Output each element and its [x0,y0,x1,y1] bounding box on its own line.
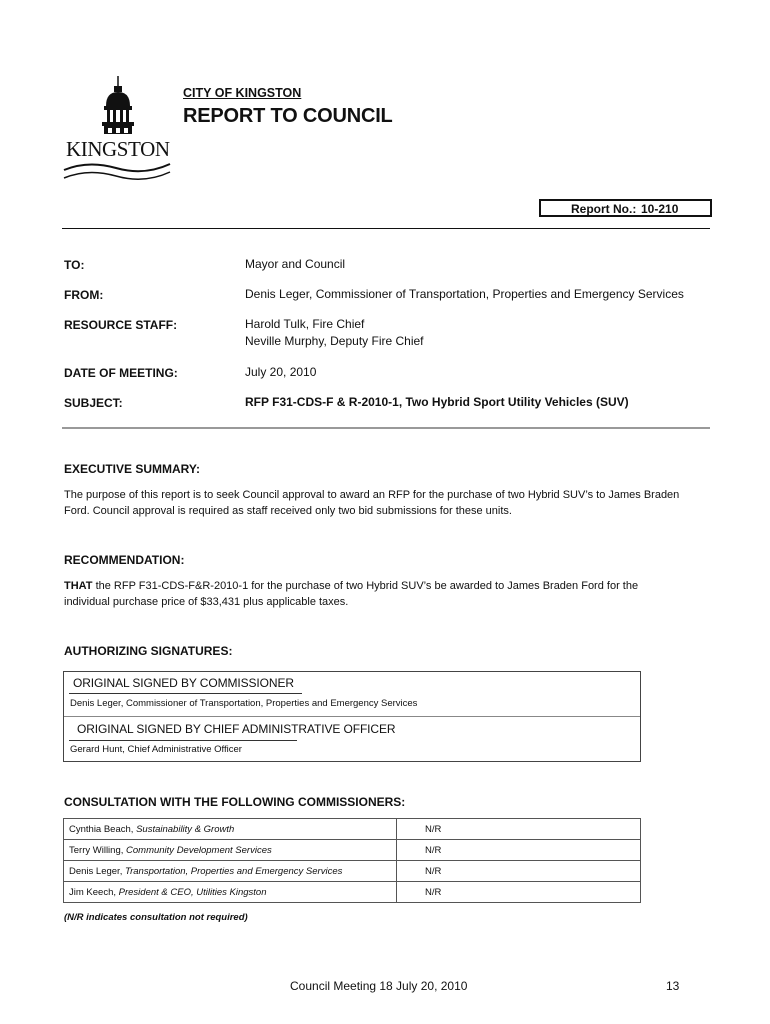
to-value: Mayor and Council [245,257,346,271]
kingston-logo [58,72,176,188]
table-row [64,861,641,882]
commissioner-role: Transportation, Properties and Emergency Services [124,865,343,877]
report-number-value: 10-210 [641,202,679,216]
commissioner-signed: ORIGINAL SIGNED BY COMMISSIONER [73,676,294,690]
executive-summary-line-1: The purpose of this report is to seek Council approval to award an RFP for the purchase of two Hybrid SUV’s to James Braden [64,489,680,501]
cao-name: Gerard Hunt, Chief Administrative Officer [70,744,242,755]
commissioner-cell [64,840,397,861]
from-label: FROM: [64,288,104,302]
from-value: Denis Leger, Commissioner of Transportation, Properties and Emergency Services [245,287,684,301]
date-label: DATE OF MEETING: [64,366,178,380]
commissioner-cell [64,861,397,882]
commissioner-cell [64,882,397,903]
table-row [64,840,641,861]
to-label: TO: [64,258,85,272]
resource-staff-label: RESOURCE STAFF: [64,318,178,332]
header-divider [62,228,710,229]
resource-staff-value-2: Neville Murphy, Deputy Fire Chief [245,334,424,348]
recommendation-line-1 [64,578,708,594]
recommendation-title: RECOMMENDATION: [64,553,185,567]
commissioner-name: Denis Leger, Commissioner of Transportation, Properties and Emergency Services [70,698,418,709]
commissioner-role: Community Development Services [126,844,272,856]
executive-summary-title: EXECUTIVE SUMMARY: [64,462,201,476]
page-number: 13 [666,979,680,993]
commissioner-signature-line [69,693,302,694]
consultation-status: N/R [397,840,641,861]
cao-signature-line [69,740,297,741]
commissioner-name: Denis Leger, [69,865,125,877]
consultation-title: CONSULTATION WITH THE FOLLOWING COMMISSIONERS: [64,795,406,809]
commissioner-name: Terry Willing, [69,844,127,856]
table-row [64,819,641,840]
consultation-status: N/R [397,819,641,840]
commissioner-name: Cynthia Beach, [69,823,137,835]
logo-wordmark: KINGSTON [66,137,170,161]
date-value: July 20, 2010 [245,365,317,379]
consultation-note: (N/R indicates consultation not required) [64,912,248,923]
report-number-box [539,199,712,217]
subject-value: RFP F31-CDS-F & R-2010-1, Two Hybrid Sport Utility Vehicles (SUV) [245,395,629,409]
subject-label: SUBJECT: [64,396,123,410]
signatures-title: AUTHORIZING SIGNATURES: [64,644,233,658]
resource-staff-value-1: Harold Tulk, Fire Chief [245,317,365,331]
recommendation-line-2: individual purchase price of $33,431 plus applicable taxes. [64,596,349,608]
consultation-status: N/R [397,861,641,882]
commissioner-cell [64,819,397,840]
footer-meeting: Council Meeting 18 July 20, 2010 [290,979,468,993]
table-row [64,882,641,903]
fields-divider [62,427,710,429]
commissioner-role: Sustainability & Growth [136,823,235,835]
cao-signed: ORIGINAL SIGNED BY CHIEF ADMINISTRATIVE OFFICER [77,722,396,736]
signatures-box [63,671,641,762]
report-title: REPORT TO COUNCIL [183,105,393,127]
commissioner-name: Jim Keech, [69,886,119,898]
commissioner-role: President & CEO, Utilities Kingston [118,886,267,898]
city-name: CITY OF KINGSTON [183,86,302,100]
recommendation-text: the RFP F31-CDS-F&R-2010-1 for the purchase of two Hybrid SUV’s be awarded to James Braden Ford for the [92,580,639,592]
recommendation-that: THAT [64,580,93,592]
consultation-status: N/R [397,882,641,903]
signature-divider [64,716,640,717]
city-hall-dome-icon [58,72,176,188]
report-number-label: Report No.: [571,202,637,216]
consultation-table [63,818,641,903]
executive-summary-line-2: Ford. Council approval is required as staff received only two bid submissions for these units. [64,505,512,517]
